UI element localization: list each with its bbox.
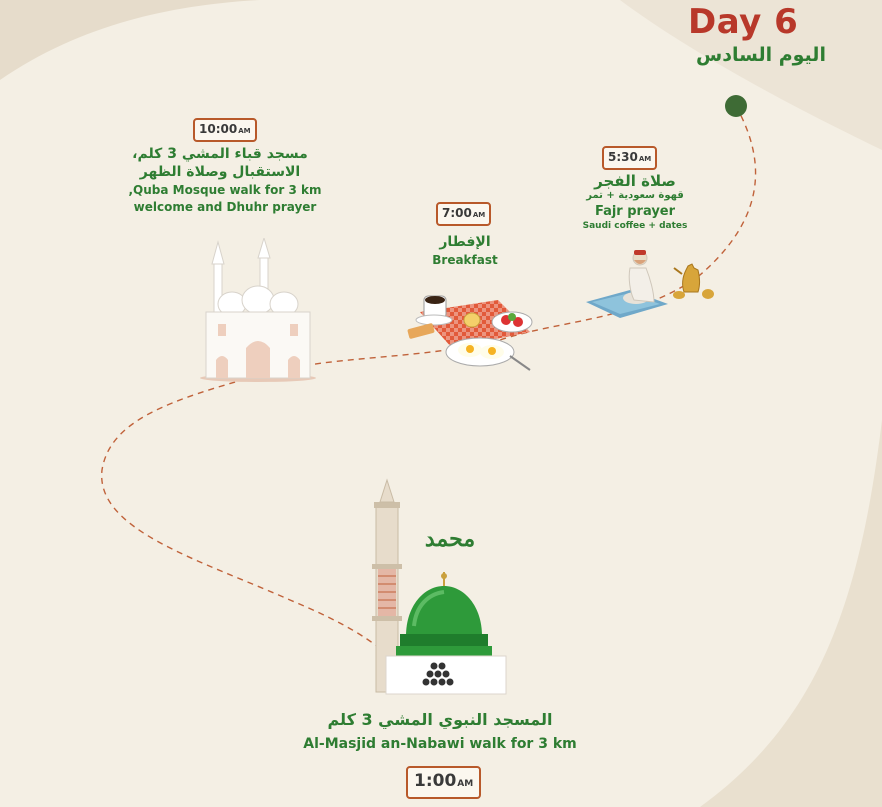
breakfast-ampm: AM [472, 211, 486, 219]
fajr-english-title: Fajr prayer [594, 204, 676, 219]
fajr-english-subtitle: Saudi coffee + dates [582, 221, 688, 231]
fajr-time: 5:30 [608, 150, 638, 164]
quba-time-badge [193, 118, 257, 142]
nabawi-arabic-title: المسجد النبوي المشي 3 كلم [327, 710, 553, 729]
breakfast-arabic-title: الإفطار [439, 234, 491, 250]
start-dot-icon [724, 94, 748, 118]
coffee-pot-icon [670, 262, 718, 302]
quba-english-line1: ,Quba Mosque walk for 3 km [128, 183, 322, 197]
nabawi-mosque-icon [366, 476, 510, 696]
quba-mosque-icon [196, 238, 320, 384]
fajr-time-badge [602, 146, 657, 170]
quba-arabic-line1: مسجد قباء المشي 3 كلم، [132, 146, 308, 162]
breakfast-english-title: Breakfast [432, 253, 498, 267]
nabawi-english-title: Al-Masjid an-Nabawi walk for 3 km [303, 736, 577, 752]
quba-ampm: AM [238, 127, 251, 135]
breakfast-tray-icon [402, 292, 540, 372]
breakfast-time-badge [436, 202, 491, 226]
day-title: Day 6 [688, 2, 799, 42]
nabawi-time: 1:00 [414, 771, 457, 791]
quba-english-line2: welcome and Dhuhr prayer [133, 200, 317, 214]
fajr-ampm: AM [638, 155, 652, 163]
fajr-arabic-title: صلاة الفجر [594, 172, 676, 190]
nabawi-ampm: AM [457, 779, 474, 789]
quba-time: 10:00 [199, 122, 238, 136]
day-title-arabic: اليوم السادس [696, 44, 826, 66]
nabawi-time-badge [406, 766, 481, 799]
fajr-arabic-subtitle: قهوة سعودية + تمر [586, 190, 684, 201]
breakfast-time: 7:00 [442, 206, 472, 220]
quba-arabic-line2: الاستقبال وصلاة الظهر [139, 164, 301, 180]
calligraphy-logo: محمد [424, 526, 476, 552]
